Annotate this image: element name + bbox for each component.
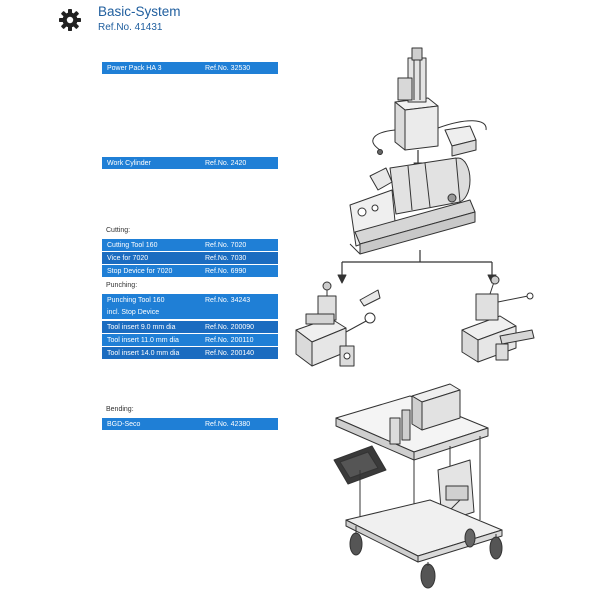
section-label-punching: Punching:: [106, 282, 138, 289]
row-name: BGD-Seco: [107, 420, 141, 428]
section-label-cutting: Cutting:: [106, 227, 131, 234]
row-name: Tool insert 14.0 mm dia: [107, 349, 180, 357]
punching-tool-drawing: [462, 276, 534, 362]
section-label-bending: Bending:: [106, 406, 134, 413]
row-name: Tool insert 11.0 mm dia: [107, 336, 179, 344]
row-ref: Ref.No. 42380: [205, 420, 251, 428]
cutting-tool-drawing: [296, 282, 380, 366]
row-subtext: incl. Stop Device: [107, 309, 160, 316]
row-name: Stop Device for 7020: [107, 267, 173, 275]
row-name: Power Pack HA 3: [107, 64, 162, 72]
row-ref: Ref.No. 34243: [205, 297, 251, 304]
row-ref: Ref.No. 200140: [205, 349, 255, 357]
row-name: Work Cylinder: [107, 159, 151, 167]
row-ref: Ref.No. 6990: [205, 267, 247, 275]
row-ref: Ref.No. 32530: [205, 64, 251, 72]
row-name: Cutting Tool 160: [107, 241, 158, 249]
row-name: Punching Tool 160: [107, 297, 165, 304]
page-ref-number: Ref.No. 41431: [98, 22, 163, 33]
row-ref: Ref.No. 200090: [205, 323, 255, 331]
power-pack-drawing: [373, 48, 486, 156]
row-name: Tool insert 9.0 mm dia: [107, 323, 176, 331]
row-name: Vice for 7020: [107, 254, 149, 262]
bending-machine-drawing: [334, 384, 502, 588]
row-ref: Ref.No. 7030: [205, 254, 247, 262]
page-title: Basic-System: [98, 4, 181, 19]
row-ref: Ref.No. 2420: [205, 159, 247, 167]
work-cylinder-drawing: [350, 158, 475, 254]
row-ref: Ref.No. 7020: [205, 241, 247, 249]
row-ref: Ref.No. 200110: [205, 336, 254, 344]
